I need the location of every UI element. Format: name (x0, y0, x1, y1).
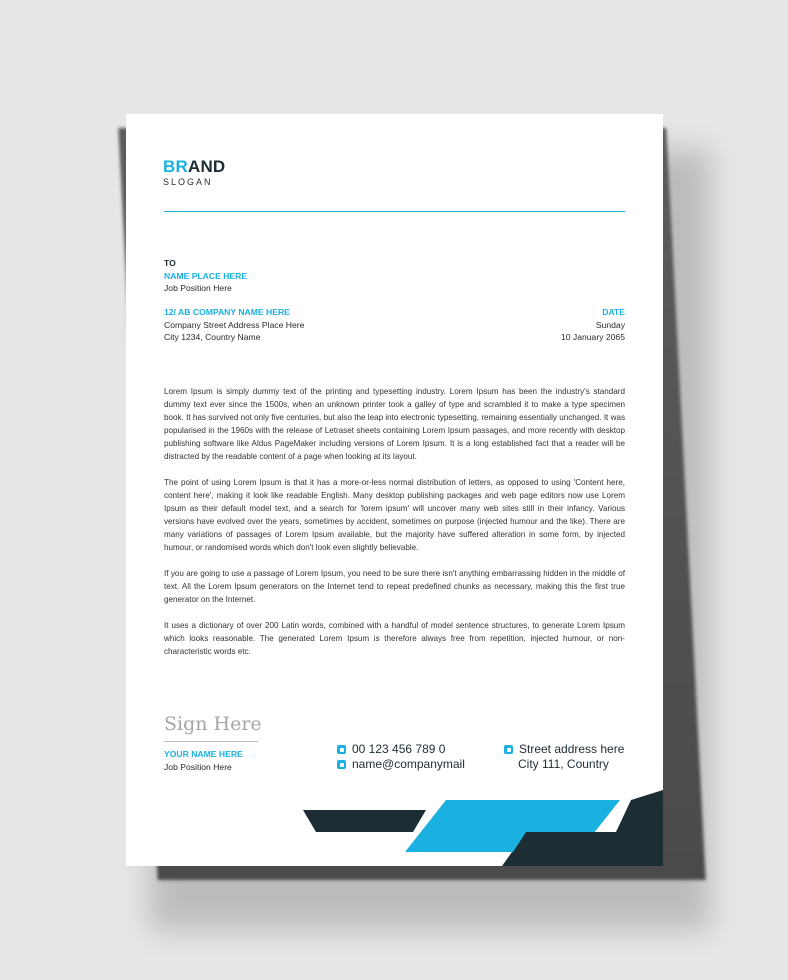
signature-placeholder: Sign Here (164, 713, 262, 735)
recipient-position: Job Position Here (164, 283, 232, 293)
footer-decoration (126, 790, 663, 866)
contact-phone: 00 123 456 789 0 (352, 742, 446, 756)
company-block (164, 306, 304, 344)
header-divider (164, 211, 625, 212)
footer-dark-bottom-bar (502, 852, 663, 866)
contact-phone-email (337, 742, 465, 772)
contact-address-line2: City 111, Country (518, 757, 609, 771)
brand-name (163, 158, 225, 176)
body-paragraph: The point of using Lorem Ipsum is that it has a more-or-less normal distribution of letters, as opposed to using 'Content here, content here', making it look like readable English. Many desktop publishing packages and web page editors now use Lorem Ipsum as their default model text, and a search for 'lorem ipsum' will uncover many web sites still in their infancy. Various versions have evolved over the years, sometimes by accident, sometimes on purpose (injected humour and the like). There are many variations of passages of Lorem Ipsum available, but the majority have suffered alteration in some form, by injected humour, or randomised words which don't look even slightly believable. (164, 478, 625, 552)
letterhead-page (126, 114, 663, 866)
signature-line (164, 741, 258, 742)
email-icon (337, 760, 346, 769)
contact-address-row (504, 742, 624, 757)
contact-phone-row (337, 742, 465, 757)
contact-address (504, 742, 624, 772)
company-city: City 1234, Country Name (164, 332, 261, 342)
date-block (561, 306, 625, 344)
body-paragraph: It uses a dictionary of over 200 Latin words, combined with a handful of model sentence structures, to generate Lorem Ipsum which looks reasonable. The generated Lorem Ipsum is therefore always free from repetition, injected humour, or non-characteristic words etc. (164, 621, 625, 656)
letter-body (164, 385, 625, 671)
signer-position: Job Position Here (164, 761, 232, 772)
company-street: Company Street Address Place Here (164, 319, 305, 330)
recipient-block (164, 257, 247, 295)
contact-email-row (337, 757, 465, 772)
brand-accent: BR (163, 157, 188, 176)
to-label: TO (164, 258, 176, 268)
date-label: DATE (602, 307, 625, 317)
location-icon (504, 745, 513, 754)
signature-block (164, 711, 262, 773)
contact-email: name@companymail (352, 757, 465, 771)
brand-logo (163, 158, 225, 187)
date-value: 10 January 2065 (560, 332, 625, 342)
contact-address-row-2 (504, 757, 624, 772)
brand-slogan: SLOGAN (163, 177, 213, 187)
recipient-name: NAME PLACE HERE (164, 270, 248, 281)
date-day: Sunday (595, 319, 625, 330)
contact-address-line1: Street address here (519, 742, 625, 756)
brand-rest: AND (187, 157, 226, 176)
company-name: 12/ AB COMPANY NAME HERE (164, 307, 290, 317)
body-paragraph: Lorem Ipsum is simply dummy text of the printing and typesetting industry. Lorem Ipsum has been the industry's standard dummy text ever since the 1500s, when an unknown printer took a galley of type and scrambled it to make a type specimen book. It has survived not only five centuries, but also the leap into electronic typesetting, remaining essentially unchanged. It was popularised in the 1960s with the release of Letraset sheets containing Lorem Ipsum passages, and more recently with desktop publishing software like Aldus PageMaker including versions of Lorem Ipsum. It is a long established fact that a reader will be distracted by the readable content of a page when looking at its layout. (164, 387, 625, 461)
body-paragraph: If you are going to use a passage of Lorem Ipsum, you need to be sure there isn't anything embarrassing hidden in the middle of text. All the Lorem Ipsum generators on the Internet tend to repeat predefined chunks as necessary, making this the first true generator on the Internet. (164, 569, 625, 604)
footer-dark-left-bar (303, 810, 426, 832)
phone-icon (337, 745, 346, 754)
signer-name: YOUR NAME HERE (164, 749, 243, 759)
